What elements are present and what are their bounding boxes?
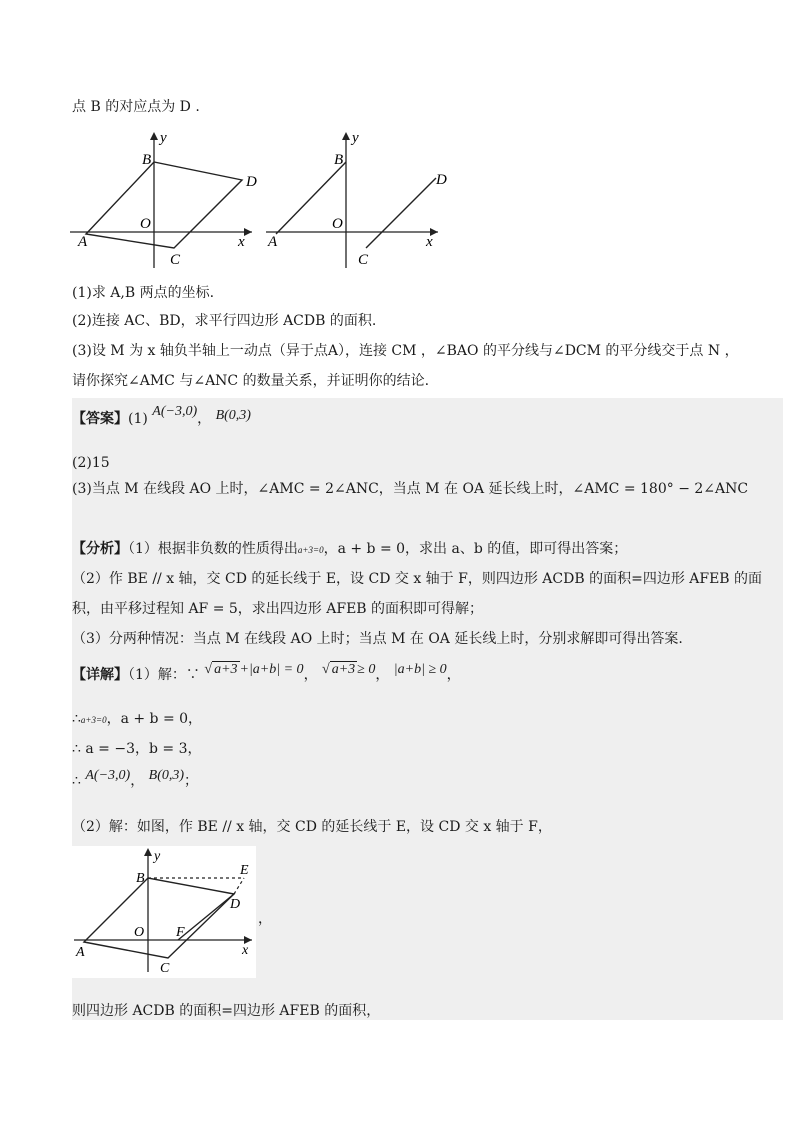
fig3-label-C: C: [160, 961, 170, 976]
question-3-line-2: 请你探究∠AMC 与∠ANC 的数量关系，并证明你的结论.: [72, 373, 430, 389]
analysis-1-pre: （1）根据非负数的性质得出: [128, 541, 298, 557]
figure-parallelogram: [66, 128, 266, 278]
detail-4-point-b: B(0,3): [148, 768, 185, 783]
figure-translation: [262, 128, 452, 278]
fig2-label-A: A: [268, 234, 278, 250]
detail-1-sqrt-2: a+3: [331, 662, 356, 677]
answer-1-point-b: B(0,3): [215, 408, 251, 423]
analysis-label: 【分析】: [72, 541, 128, 557]
fig3-label-A: A: [76, 945, 85, 960]
detail-1-sep-3: ，: [446, 667, 461, 683]
fig2-label-x: x: [426, 234, 433, 250]
detail-line-5: （2）解：如图，作 BE // x 轴，交 CD 的延长线于 E，设 CD 交 x 轴于 F，: [72, 819, 552, 835]
fig1-label-y: y: [160, 130, 167, 146]
fig2-label-C: C: [358, 252, 369, 268]
answer-1-sep: ，: [197, 411, 212, 427]
detail-line-4: [72, 770, 198, 793]
fig3-label-x: x: [242, 943, 249, 958]
detail-2-small: a+3=0: [80, 715, 107, 725]
detail-2-post: ，a + b = 0，: [106, 711, 203, 727]
fig2-label-O: O: [332, 216, 343, 232]
detail-1-sqrt-1: a+3: [214, 662, 238, 677]
fig3-label-y: y: [154, 849, 161, 864]
fig1-label-x: x: [238, 234, 245, 250]
detail-line-6: 则四边形 ACDB 的面积=四边形 AFEB 的面积，: [72, 1003, 381, 1019]
analysis-line-3: 积，由平移过程知 AF = 5，求出四边形 AFEB 的面积即可得解；: [72, 601, 484, 617]
intro-text: 点 B 的对应点为 D .: [72, 99, 200, 115]
fig3-label-O: O: [134, 925, 145, 940]
fig1-label-A: A: [78, 234, 88, 250]
detail-label: 【详解】: [72, 667, 128, 683]
detail-4-pre: ∴: [72, 773, 81, 789]
fig1-label-C: C: [170, 252, 181, 268]
detail-1-sep-1: ，: [303, 667, 318, 683]
fig3-label-D: D: [230, 897, 241, 912]
question-1: (1)求 A,B 两点的坐标.: [72, 285, 215, 301]
question-2: (2)连接 AC、BD，求平行四边形 ACDB 的面积.: [72, 313, 377, 329]
analysis-1-post: ，a + b = 0，求出 a、b 的值，即可得出答案；: [323, 541, 628, 557]
detail-1-eq2-rest: ≥ 0: [357, 662, 376, 677]
question-3-line-1: (3)设 M 为 x 轴负半轴上一动点（异于点A），连接 CM ，∠BAO 的平分线与∠DCM 的平分线交于点 N ，: [72, 343, 739, 359]
analysis-1-small: a+3=0: [297, 545, 324, 555]
detail-line-2: [72, 708, 202, 731]
fig2-label-D: D: [436, 172, 447, 188]
detail-line-1: 【详解】（1）解：∵ √ a+3 +|a+b| = 0， √ a+3 ≥ 0， |a+b| ≥ 0，: [72, 662, 461, 683]
fig2-label-B: B: [334, 152, 344, 168]
detail-1-eq1-rest: +|a+b| = 0: [239, 662, 304, 677]
figure-parallelogram-extended: [72, 846, 256, 978]
fig1-label-O: O: [140, 216, 151, 232]
fig2-label-y: y: [352, 130, 359, 146]
analysis-line-2: （2）作 BE // x 轴，交 CD 的延长线于 E，设 CD 交 x 轴于 F，则四边形 ACDB 的面积=四边形 AFEB 的面: [72, 571, 763, 587]
detail-4-sep: ，: [130, 773, 145, 789]
fig3-label-E: E: [240, 863, 249, 878]
detail-line-3: ∴ a = −3，b = 3，: [72, 741, 202, 757]
detail-2-pre: ∴: [72, 711, 81, 727]
analysis-line-1: [72, 538, 627, 561]
fig3-label-B: B: [136, 871, 145, 886]
detail-4-end: ；: [184, 773, 199, 789]
detail-1-sep-2: ，: [375, 667, 390, 683]
analysis-line-4: （3）分两种情况：当点 M 在线段 AO 上时；当点 M 在 OA 延长线上时，分别求解即可得出答案.: [72, 631, 683, 647]
fig1-label-B: B: [142, 152, 152, 168]
answer-line-3: (3)当点 M 在线段 AO 上时，∠AMC = 2∠ANC，当点 M 在 OA 延长线上时，∠AMC = 180° − 2∠ANC: [72, 481, 749, 497]
answer-1-prefix: (1): [128, 411, 148, 427]
fig3-label-F: F: [176, 925, 185, 940]
fig1-label-D: D: [246, 174, 257, 190]
detail-1-pre: （1）解：∵: [128, 667, 200, 683]
answer-line-1: [72, 404, 251, 431]
answer-line-2: (2)15: [72, 455, 110, 471]
detail-4-point-a: A(−3,0): [85, 768, 131, 783]
detail-1-eq3: |a+b| ≥ 0: [393, 662, 447, 677]
figure-3-comma: ，: [258, 911, 272, 927]
answer-1-point-a: A(−3,0): [152, 404, 198, 419]
answer-label: 【答案】: [72, 411, 128, 427]
